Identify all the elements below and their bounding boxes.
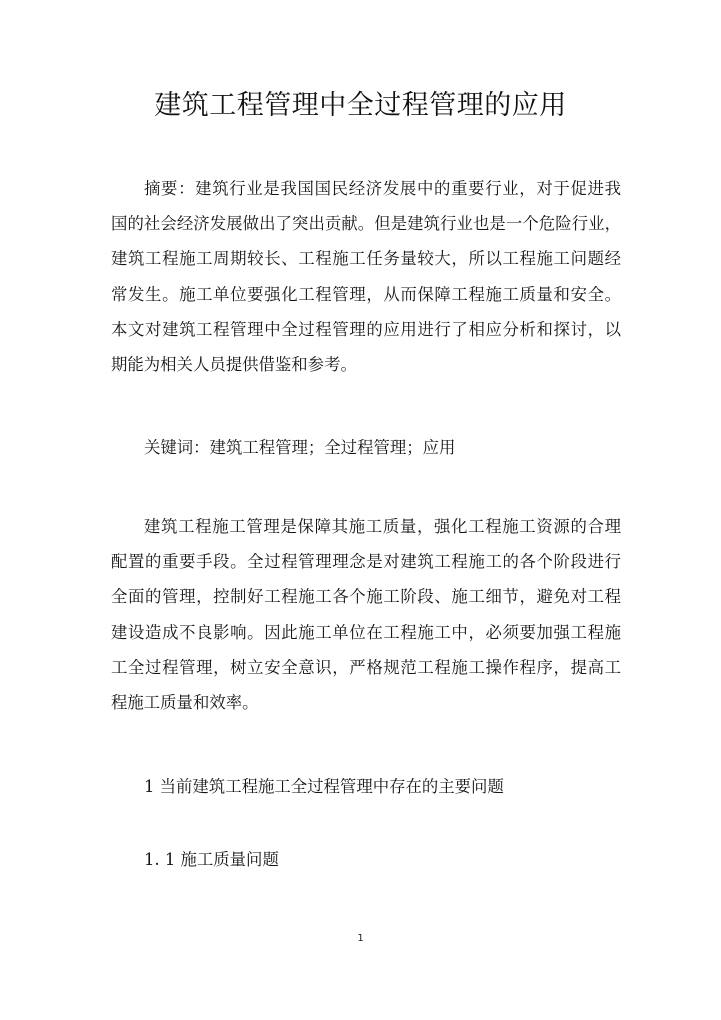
abstract-line: 建筑工程施工周期较长、工程施工任务量较大，所以工程施工问题经 bbox=[111, 249, 621, 269]
abstract-paragraph bbox=[111, 171, 621, 382]
abstract-line: 常发生。施工单位要强化工程管理，从而保障工程施工质量和安全。 bbox=[111, 284, 621, 304]
intro-line: 程施工质量和效率。 bbox=[111, 693, 259, 713]
intro-line: 建设造成不良影响。因此施工单位在工程施工中，必须要加强工程施 bbox=[111, 622, 621, 642]
intro-paragraph bbox=[111, 509, 621, 720]
abstract-line: 国的社会经济发展做出了突出贡献。但是建筑行业也是一个危险行业， bbox=[111, 214, 621, 234]
abstract-line: 期能为相关人员提供借鉴和参考。 bbox=[111, 355, 357, 375]
page-number: 1 bbox=[357, 933, 364, 944]
document-title: 建筑工程管理中全过程管理的应用 bbox=[154, 90, 567, 121]
section-heading: 1 当前建筑工程施工全过程管理中存在的主要问题 bbox=[144, 777, 504, 796]
intro-line: 工全过程管理，树立安全意识，严格规范工程施工操作程序，提高工 bbox=[111, 657, 621, 677]
abstract-line: 摘要：建筑行业是我国国民经济发展中的重要行业，对于促进我 bbox=[144, 179, 621, 198]
intro-line: 建筑工程施工管理是保障其施工质量，强化工程施工资源的合理 bbox=[144, 517, 621, 536]
intro-line: 配置的重要手段。全过程管理理念是对建筑工程施工的各个阶段进行 bbox=[111, 552, 621, 572]
abstract-line: 本文对建筑工程管理中全过程管理的应用进行了相应分析和探讨，以 bbox=[111, 319, 621, 339]
subsection-heading: 1. 1 施工质量问题 bbox=[144, 850, 279, 869]
intro-line: 全面的管理，控制好工程施工各个施工阶段、施工细节，避免对工程 bbox=[111, 587, 621, 607]
keywords-line: 关键词：建筑工程管理；全过程管理；应用 bbox=[144, 438, 456, 457]
